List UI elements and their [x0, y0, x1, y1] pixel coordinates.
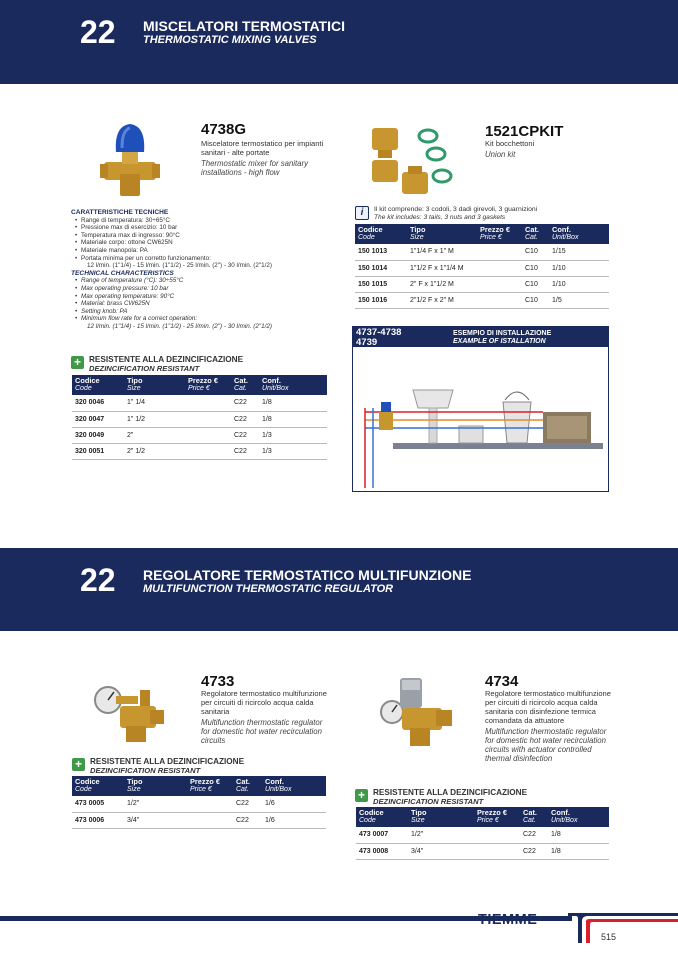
brand-logo: TIEMME [478, 912, 538, 928]
tech-item: • Materiale corpo: ottone CW625N [71, 239, 341, 247]
tech-flow-italian: 12 l/min. (1"1/4) - 15 l/min. (1"1/2) - 25 l/min. (2") - 30 l/min. (2"1/2) [87, 262, 272, 270]
col-price: Prezzo € Price € [477, 224, 522, 244]
table-row: 320 0051 2" 1/2 C22 1/3 [72, 443, 327, 459]
table-row: 473 0008 3/4" C22 1/8 [356, 843, 609, 859]
product-description-4733 [201, 689, 331, 745]
installation-header [353, 327, 608, 347]
tech-title-italian: CARATTERISTICHE TECNICHE [71, 209, 169, 216]
info-icon: i [355, 206, 369, 220]
tech-item: • Portata minima per un corretto funzionamento: [71, 255, 341, 263]
dez-label-english: DEZINCIFICATION RESISTANT [90, 766, 201, 775]
section-number: 22 [80, 14, 116, 50]
union-kit-image [366, 122, 476, 202]
price-table-4733 [72, 776, 326, 829]
col-cat: Cat. Cat. [520, 807, 548, 827]
tech-item: • Material: brass CW625N [71, 300, 341, 308]
description-italian: Regolatore termostatico multifunzione per circuiti di ricircolo acqua calda sanitaria [201, 689, 327, 716]
note-english: The kit includes: 3 tails, 3 nuts and 3 gaskets [374, 214, 506, 221]
description-italian: Kit bocchettoni [485, 139, 535, 148]
col-box: Conf. Unit/Box [548, 807, 609, 827]
section-number: 22 [80, 562, 116, 598]
col-size: Tipo Size [124, 375, 185, 395]
description-italian: Regolatore termostatico multifunzione per circuiti di ricircolo acqua calda sanitaria con disinfezione termica comandata da attuatore [485, 689, 611, 725]
dez-label-italian: RESISTENTE ALLA DEZINCIFICAZIONE [90, 757, 245, 766]
product-description-4734 [485, 689, 615, 763]
tech-item: • Max operating pressure: 10 bar [71, 285, 341, 293]
description-english: Multifunction thermostatic regulator for domestic hot water recirculation circuits with actuator controlled thermal disinfection [485, 727, 607, 763]
table-row: 150 1013 1"1/4 F x 1" M C10 1/15 [355, 244, 609, 260]
tech-item: • Range di temperatura: 30÷65°C [71, 217, 341, 225]
note-italian: Il kit comprende: 3 codoli, 3 dadi girevoli, 3 guarnizioni [374, 206, 538, 213]
dez-label-english: DEZINCIFICATION RESISTANT [373, 797, 484, 806]
price-table-4734 [356, 807, 609, 860]
col-box: Conf. Unit/Box [259, 375, 327, 395]
table-row: 150 1014 1"1/2 F x 1"1/4 M C10 1/10 [355, 260, 609, 276]
brand-swoosh-icon [568, 913, 678, 943]
col-price: Prezzo € Price € [187, 776, 233, 796]
col-cat: Cat. Cat. [522, 224, 549, 244]
technical-characteristics [71, 209, 341, 331]
tech-item: • Minimum flow rate for a correct operation: [71, 315, 341, 323]
installation-example-box [352, 326, 609, 492]
plus-icon: + [71, 356, 84, 369]
col-cat: Cat. Cat. [231, 375, 259, 395]
col-price: Prezzo € Price € [185, 375, 231, 395]
table-row: 473 0006 3/4" C22 1/6 [72, 812, 326, 828]
price-table-4738g [72, 375, 327, 460]
table-row: 320 0046 1" 1/4 C22 1/8 [72, 395, 327, 411]
page-number: 515 [601, 932, 617, 942]
tech-item: • Setting knob: PA [71, 308, 341, 316]
tech-item: • Max operating temperature: 90°C [71, 293, 341, 301]
col-code: Codice Code [72, 375, 124, 395]
col-size: Tipo Size [407, 224, 477, 244]
col-code: Codice Code [356, 807, 408, 827]
description-english: Thermostatic mixer for sanitary installations - high flow [201, 159, 309, 177]
dez-label-italian: RESISTENTE ALLA DEZINCIFICAZIONE [373, 788, 528, 797]
dez-label-english: DEZINCIFICATION RESISTANT [89, 364, 200, 373]
thermostatic-mixer-image [100, 120, 160, 200]
col-price: Prezzo € Price € [474, 807, 520, 827]
tech-item: • Temperatura max di ingresso: 90°C [71, 232, 341, 240]
description-italian: Miscelatore termostatico per impianti sanitari - alte portate [201, 139, 324, 157]
tech-flow-english: 12 l/min. (1"1/4) - 15 l/min. (1"1/2) - 25 l/min. (2") - 30 l/min. (2"1/2) [87, 322, 272, 330]
section-title-italian: REGOLATORE TERMOSTATICO MULTIFUNZIONE [143, 567, 472, 583]
col-code: Codice Code [355, 224, 407, 244]
product-code-4733: 4733 [201, 673, 235, 690]
col-code: Codice Code [72, 776, 124, 796]
product-code-4734: 4734 [485, 673, 519, 690]
col-size: Tipo Size [408, 807, 474, 827]
regulator-4734-image [378, 674, 456, 750]
installation-title: ESEMPIO DI INSTALLAZIONE EXAMPLE OF ISTALLATION [453, 330, 552, 345]
price-table-1521cpkit [355, 224, 609, 309]
dez-label-italian: RESISTENTE ALLA DEZINCIFICAZIONE [89, 355, 244, 364]
tech-item: • Materiale manopola: PA [71, 247, 341, 255]
dezincification-badge-4733 [72, 757, 322, 775]
table-row: 320 0047 1" 1/2 C22 1/8 [72, 411, 327, 427]
section-header-multifunction-regulator [0, 548, 678, 631]
table-row: 320 0049 2" C22 1/3 [72, 427, 327, 443]
tech-item: • Range of temperature (°C): 30÷55°C [71, 277, 341, 285]
section-title-english: THERMOSTATIC MIXING VALVES [143, 34, 317, 46]
dezincification-badge-4738g [71, 355, 321, 373]
section-header-thermostatic-mixing-valves [0, 0, 678, 84]
dezincification-badge-4734 [355, 788, 605, 806]
product-description-1521cpkit [485, 139, 625, 159]
installation-codes: 4737-4738 4739 [356, 327, 402, 348]
section-title-english: MULTIFUNCTION THERMOSTATIC REGULATOR [143, 583, 394, 595]
plus-icon: + [355, 789, 368, 802]
regulator-4733-image [90, 682, 168, 744]
tech-title-english: TECHNICAL CHARACTERISTICS [71, 269, 174, 277]
product-code-4738g: 4738G [201, 121, 247, 138]
table-row: 150 1016 2"1/2 F x 2" M C10 1/5 [355, 292, 609, 308]
table-row: 473 0005 1/2" C22 1/6 [72, 796, 326, 812]
product-description-4738g [201, 139, 331, 177]
plus-icon: + [72, 758, 85, 771]
table-row: 150 1015 2" F x 1"1/2 M C10 1/10 [355, 276, 609, 292]
table-row: 473 0007 1/2" C22 1/8 [356, 827, 609, 843]
col-box: Conf. Unit/Box [549, 224, 609, 244]
description-english: Union kit [485, 150, 516, 159]
tech-item: • Pressione max di esercizio: 10 bar [71, 224, 341, 232]
col-size: Tipo Size [124, 776, 187, 796]
col-box: Conf. Unit/Box [262, 776, 326, 796]
description-english: Multifunction thermostatic regulator for domestic hot water recirculation circuits [201, 718, 323, 745]
section-title-italian: MISCELATORI TERMOSTATICI [143, 18, 345, 34]
product-code-1521cpkit: 1521CPKIT [485, 123, 564, 140]
col-cat: Cat. Cat. [233, 776, 262, 796]
installation-diagram [353, 348, 607, 490]
kit-contents-note [374, 206, 614, 222]
